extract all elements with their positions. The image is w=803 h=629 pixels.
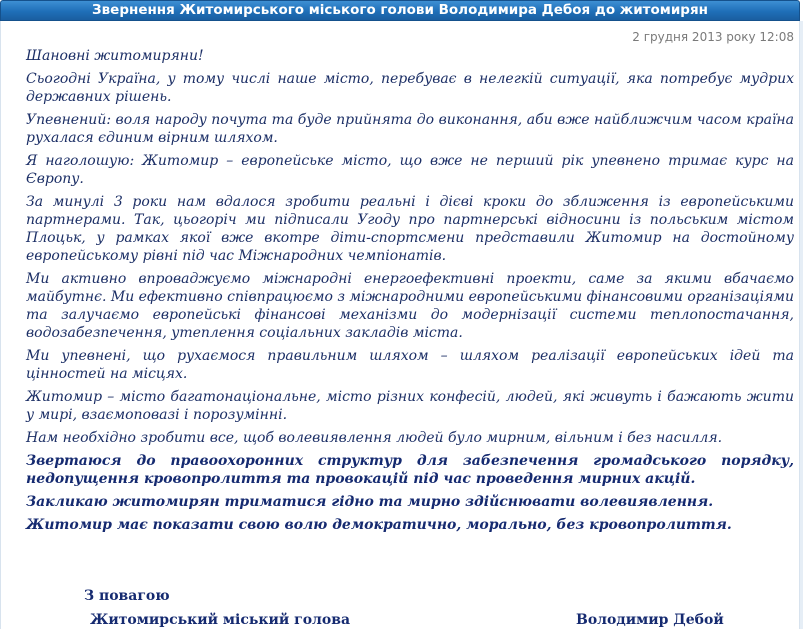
paragraph-bold: Житомир має показати свою волю демократично, морально, без кровопролиття. xyxy=(26,517,732,533)
paragraph: Нам необхідно зробити все, щоб волевиявлення людей було мирним, вільним і без насилля. xyxy=(26,430,723,446)
paragraph: Житомир – місто багатонаціональне, місто різних конфесій, людей, які живуть і бажають жити у мирі, взаємоповазі і порозумінні. xyxy=(26,389,794,423)
paragraph: Упевнений: воля народу почута та буде прийнята до виконання, аби вже найближчим часом країна рухалася єдиним вірним шляхом. xyxy=(26,112,794,146)
article-body xyxy=(26,47,794,539)
paragraph-bold: Звертаюся до правоохоронних структур для забезпечення громадського порядку, недопущення кровопролиття та провокацій під час проведення мирних акцій. xyxy=(26,453,794,487)
closing-greeting: З повагою xyxy=(84,588,170,604)
signature-title: Житомирський міський голова xyxy=(90,612,351,628)
article-title: Звернення Житомирського міського голови Володимира Дебоя до житомирян xyxy=(92,2,708,18)
paragraph: Я наголошую: Житомир – европейське місто, що вже не перший рік упевнено тримає курс на Європу. xyxy=(26,153,794,187)
paragraph: Сьогодні Україна, у тому числі наше місто, перебуває в нелегкій ситуації, яка потребує мудрих державних рішень. xyxy=(26,71,794,105)
article-title-bar xyxy=(0,0,800,21)
paragraph: Ми активно впроваджуємо міжнародні енергоефективні проекти, саме за якими вбачаємо майбутнє. Ми ефективно співпрацюємо з міжнародними европейськими фінансовими організаціями та залучаємо европейські фінансові механізми до модернізації системи теплопостачання, водозабезпечення, утеплення соціальних закладів міста. xyxy=(26,271,794,341)
signature-name: Володимир Дебой xyxy=(576,612,724,628)
paragraph-greeting: Шановні житомиряни! xyxy=(26,48,204,64)
paragraph: За минулі 3 роки нам вдалося зробити реальні і дієві кроки до зближення із европейськими партнерами. Так, цьогоріч ми підписали Угоду про партнерські відносини із польським містом Плоцьк, у рамках якої вже вкотре діти-спортсмени представили Житомир на достойному европейському рівні під час Міжнародних чемпіонатів. xyxy=(26,194,794,264)
publish-date: 2 грудня 2013 року 12:08 xyxy=(632,30,794,44)
paragraph: Ми упевнені, що рухаємося правильним шляхом – шляхом реалізації европейських ідей та цінностей на місцях. xyxy=(26,348,794,382)
paragraph-bold: Закликаю житомирян триматися гідно та мирно здійснювати волевиявлення. xyxy=(26,494,714,510)
